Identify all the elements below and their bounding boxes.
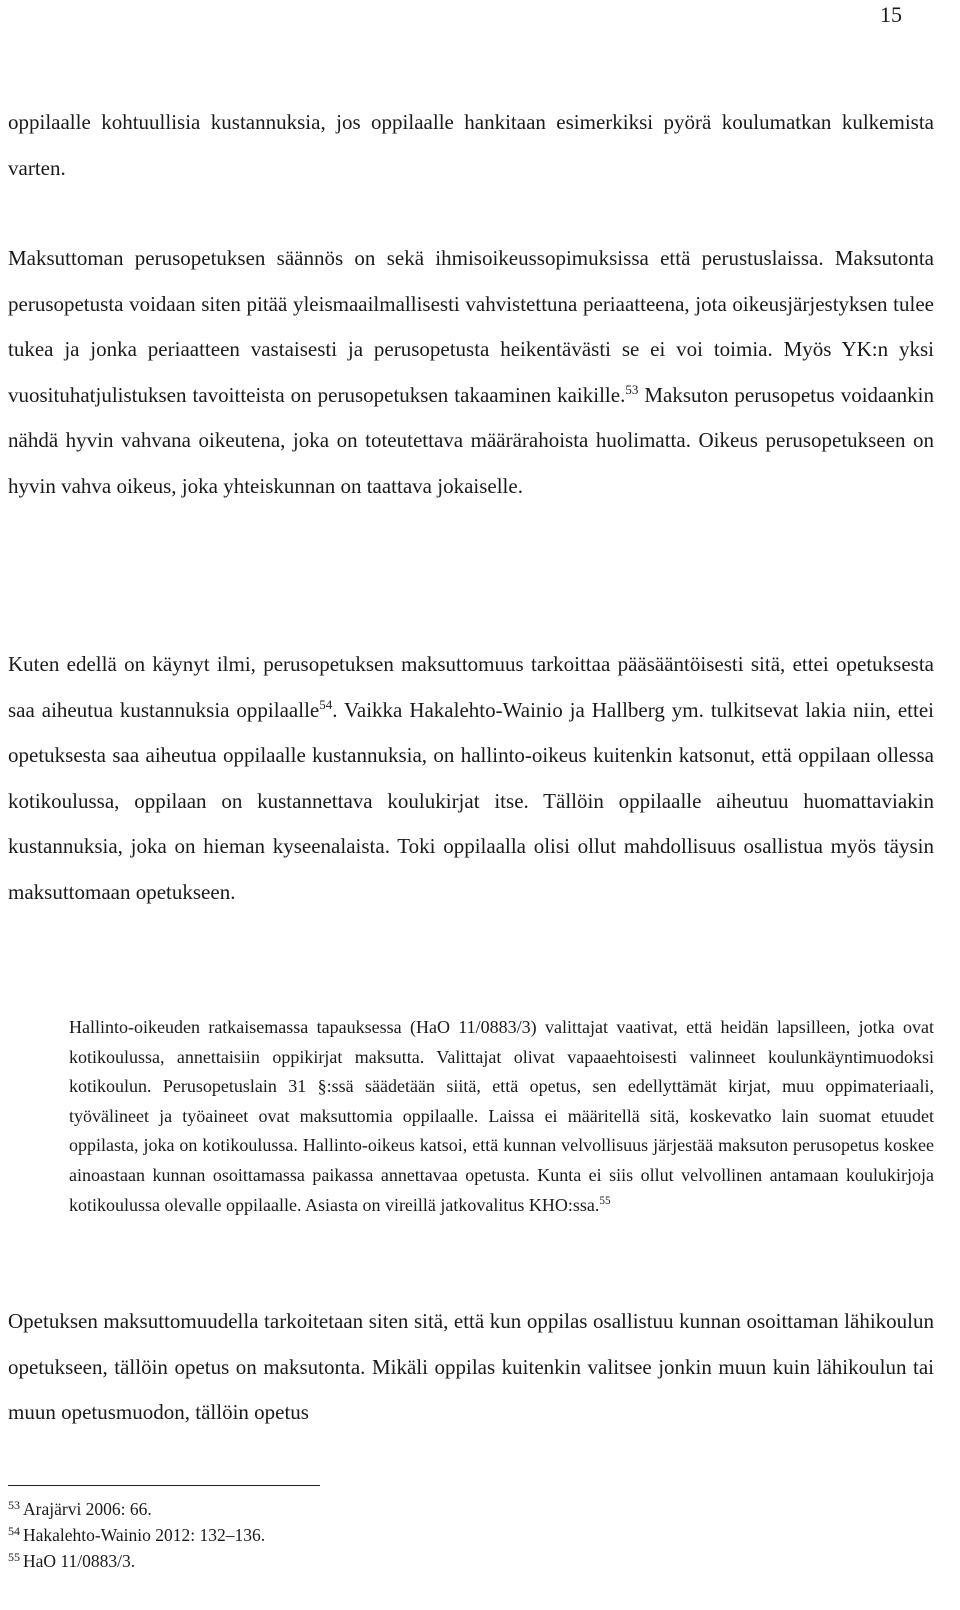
paragraph-5: Opetuksen maksuttomuudella tarkoitetaan siten sitä, että kun oppilas osallistuu kunnan osoittaman lähikoulun opetukseen, tällöin opetus on maksutonta. Mikäli oppilas kuitenkin valitsee jonkin muun kuin lähikoulun tai muun opetusmuodon, tällöin opetus [8,1309,934,1424]
footnote-54 [8,1522,265,1548]
paragraph-3-text: Kuten edellä on käynyt ilmi, perusopetuksen maksuttomuus tarkoittaa pääsääntöisesti sitä, ettei opetuksesta saa aiheutua kustannuksia oppilaalle [8,652,934,722]
paragraph-3 [8,642,934,915]
page-number: 15 [880,2,902,27]
footnote-separator [8,1485,320,1486]
paragraph-2 [8,236,934,509]
footnote-text: Hakalehto-Wainio 2012: 132–136. [23,1525,266,1545]
footnote-53 [8,1496,265,1522]
footnote-number: 55 [8,1550,20,1564]
paragraph-2-tail: Maksuton perusopetus voidaankin nähdä hyvin vahvana oikeutena, joka on toteutettava määrärahoista huolimatta. Oikeus perusopetukseen on hyvin vahva oikeus, joka yhteiskunnan on taattava jokaiselle. [8,382,935,498]
footnote-text: HaO 11/0883/3. [23,1551,136,1571]
footnote-ref-53[interactable]: 53 [625,381,639,397]
paragraph-3-tail: . Vaikka Hakalehto-Wainio ja Hallberg ym. tulkitsevat lakia niin, ettei opetuksesta saa aiheutua oppilaalle kustannuksia, on hallinto-oikeus kuitenkin katsonut, että oppilaan ollessa kotikoulussa, oppilaan on kustannettava koulukirjat itse. Tällöin oppilaalle aiheutuu huomattaviakin kustannuksia, joka on hieman kyseenalaista. Toki oppilaalla olisi ollut mahdollisuus osallistua myös täysin maksuttomaan opetukseen. [8,697,935,904]
footnotes [8,1496,265,1574]
paragraph-1: oppilaalle kohtuullisia kustannuksia, jos oppilaalle hankitaan esimerkiksi pyörä koulumatkan kulkemista varten. [8,110,934,180]
footnote-55 [8,1548,265,1574]
footnote-ref-54[interactable]: 54 [319,696,333,712]
footnote-ref-55[interactable]: 55 [599,1194,611,1207]
block-quote [69,1013,934,1220]
footnote-number: 53 [8,1498,20,1512]
footnote-number: 54 [8,1524,20,1538]
paragraph-2-text: Maksuttoman perusopetuksen säännös on sekä ihmisoikeussopimuksissa että perustuslaissa. Maksutonta perusopetusta voidaan siten pitää yleismaailmallisesti vahvistettuna periaatteena, jota oikeusjärjestyksen tulee tukea ja jonka periaatteen vastaisesti ja perusopetusta heikentävästi se ei voi toimia. Myös YK:n yksi vuosituhatjulistuksen tavoitteista on perusopetuksen takaaminen kaikille. [8,246,934,407]
footnote-text: Arajärvi 2006: 66. [23,1499,152,1519]
block-quote-text: Hallinto-oikeuden ratkaisemassa tapauksessa (HaO 11/0883/3) valittajat vaativat, että heidän lapsilleen, jotka ovat kotikoulussa, annettaisiin oppikirjat maksutta. Valittajat olivat vapaaehtoisesti valinneet koulunkäyntimuodoksi kotikoulun. Perusopetuslain 31 §:ssä säädetään siitä, että opetus, sen edellyttämät kirjat, muu oppimateriaali, työvälineet ja työaineet ovat maksuttomia oppilaalle. Laissa ei määritellä sitä, koskevatko lain suomat etuudet oppilasta, joka on kotikoulussa. Hallinto-oikeus katsoi, että kunnan velvollisuus järjestää maksuton perusopetus koskee ainoastaan kunnan osoittamassa paikassa annettavaa opetusta. Kunta ei siis ollut velvollinen antamaan koulukirjoja kotikoulussa olevalle oppilaalle. Asiasta on vireillä jatkovalitus KHO:ssa. [69,1017,934,1215]
